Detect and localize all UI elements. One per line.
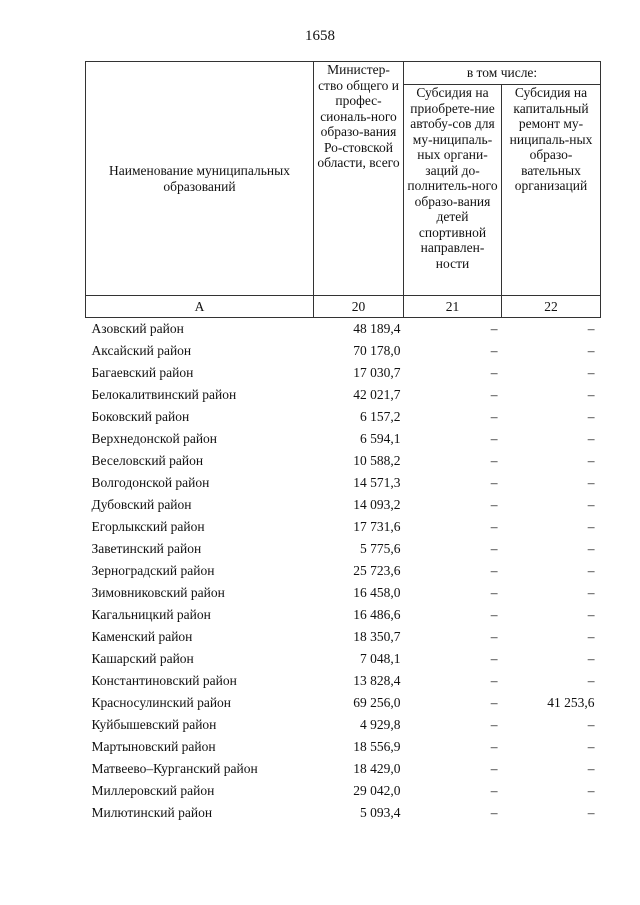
- ministry-total-cell: 10 588,2: [353, 453, 401, 468]
- repair-subsidy-cell: –: [587, 519, 595, 534]
- ministry-total-cell: 5 093,4: [360, 805, 401, 820]
- table-row: [86, 626, 601, 648]
- table-row: [86, 604, 601, 626]
- bus-subsidy-cell: –: [490, 783, 498, 798]
- repair-subsidy-cell: –: [587, 365, 595, 380]
- repair-subsidy-cell: –: [587, 761, 595, 776]
- bus-subsidy-cell: –: [490, 387, 498, 402]
- repair-subsidy-cell: –: [587, 585, 595, 600]
- repair-subsidy-cell: –: [587, 783, 595, 798]
- repair-subsidy-cell: –: [587, 321, 595, 336]
- municipality-name-cell: Константиновский район: [91, 673, 237, 688]
- table-row: [86, 406, 601, 428]
- municipality-name-cell: Верхнедонской район: [91, 431, 218, 446]
- ministry-total-cell: 16 458,0: [353, 585, 401, 600]
- bus-subsidy-cell: –: [490, 805, 498, 820]
- ministry-total-cell: 29 042,0: [353, 783, 401, 798]
- subsidy-table: [85, 61, 601, 824]
- bus-subsidy-cell: –: [490, 695, 498, 710]
- municipality-name-cell: Кашарский район: [91, 651, 194, 666]
- table-row: [86, 582, 601, 604]
- column-letter-a: А: [86, 296, 314, 318]
- bus-subsidy-cell: –: [490, 365, 498, 380]
- column-number-21: 21: [404, 296, 502, 318]
- repair-subsidy-cell: –: [587, 541, 595, 556]
- header-ministry-total: Министер-ство общего и профес-сиональ-ного образо-вания Ро-стовской области, всего: [314, 62, 404, 296]
- ministry-total-cell: 18 429,0: [353, 761, 401, 776]
- municipality-name-cell: Миллеровский район: [91, 783, 215, 798]
- ministry-total-cell: 4 929,8: [360, 717, 401, 732]
- column-number-22: 22: [502, 296, 601, 318]
- repair-subsidy-cell: –: [587, 475, 595, 490]
- repair-subsidy-cell: –: [587, 387, 595, 402]
- ministry-total-cell: 25 723,6: [353, 563, 401, 578]
- bus-subsidy-cell: –: [490, 739, 498, 754]
- bus-subsidy-cell: –: [490, 541, 498, 556]
- municipality-name-cell: Каменский район: [91, 629, 193, 644]
- ministry-total-cell: 5 775,6: [360, 541, 401, 556]
- table-row: [86, 802, 601, 824]
- municipality-name-cell: Мартыновский район: [91, 739, 216, 754]
- table-row: [86, 428, 601, 450]
- bus-subsidy-cell: –: [490, 409, 498, 424]
- repair-subsidy-cell: –: [587, 739, 595, 754]
- table-row: [86, 692, 601, 714]
- bus-subsidy-cell: –: [490, 761, 498, 776]
- ministry-total-cell: 18 350,7: [353, 629, 401, 644]
- repair-subsidy-cell: –: [587, 607, 595, 622]
- table-row: [86, 780, 601, 802]
- table-row: [86, 362, 601, 384]
- repair-subsidy-cell: –: [587, 629, 595, 644]
- municipality-name-cell: Зимовниковский район: [91, 585, 225, 600]
- repair-subsidy-cell: –: [587, 651, 595, 666]
- ministry-total-cell: 6 157,2: [360, 409, 401, 424]
- municipality-name-cell: Милютинский район: [91, 805, 213, 820]
- ministry-total-cell: 18 556,9: [353, 739, 401, 754]
- table-row: [86, 714, 601, 736]
- repair-subsidy-cell: 41 253,6: [547, 695, 595, 710]
- table-row: [86, 560, 601, 582]
- bus-subsidy-cell: –: [490, 431, 498, 446]
- municipality-name-cell: Белокалитвинский район: [91, 387, 237, 402]
- table-row: [86, 670, 601, 692]
- bus-subsidy-cell: –: [490, 607, 498, 622]
- municipality-name-cell: Заветинский район: [91, 541, 202, 556]
- repair-subsidy-cell: –: [587, 343, 595, 358]
- bus-subsidy-cell: –: [490, 497, 498, 512]
- bus-subsidy-cell: –: [490, 585, 498, 600]
- municipality-name-cell: Веселовский район: [91, 453, 204, 468]
- ministry-total-cell: 14 571,3: [353, 475, 401, 490]
- header-bus-subsidy: Субсидия на приобрете-ние автобу-сов для му-ниципаль-ных органи-заций до-полнитель-ного образо-вания детей спортивной направлен-ности: [404, 85, 502, 296]
- table-row: [86, 494, 601, 516]
- ministry-total-cell: 13 828,4: [353, 673, 401, 688]
- table-row: [86, 384, 601, 406]
- ministry-total-cell: 42 021,7: [353, 387, 401, 402]
- table-row: [86, 450, 601, 472]
- repair-subsidy-cell: –: [587, 409, 595, 424]
- municipality-name-cell: Аксайский район: [91, 343, 192, 358]
- municipality-name-cell: Матвеево–Курганский район: [91, 761, 258, 776]
- repair-subsidy-cell: –: [587, 563, 595, 578]
- repair-subsidy-cell: –: [587, 805, 595, 820]
- municipality-name-cell: Багаевский район: [91, 365, 194, 380]
- header-including: в том числе:: [404, 62, 601, 85]
- ministry-total-cell: 17 030,7: [353, 365, 401, 380]
- table-body: [86, 318, 601, 825]
- repair-subsidy-cell: –: [587, 497, 595, 512]
- municipality-name-cell: Кагальницкий район: [91, 607, 211, 622]
- repair-subsidy-cell: –: [587, 453, 595, 468]
- ministry-total-cell: 16 486,6: [353, 607, 401, 622]
- bus-subsidy-cell: –: [490, 321, 498, 336]
- table-row: [86, 758, 601, 780]
- bus-subsidy-cell: –: [490, 717, 498, 732]
- ministry-total-cell: 70 178,0: [353, 343, 401, 358]
- ministry-total-cell: 69 256,0: [353, 695, 401, 710]
- ministry-total-cell: 6 594,1: [360, 431, 401, 446]
- municipality-name-cell: Азовский район: [91, 321, 184, 336]
- table-row: [86, 318, 601, 341]
- municipality-name-cell: Зерноградский район: [91, 563, 215, 578]
- repair-subsidy-cell: –: [587, 431, 595, 446]
- ministry-total-cell: 48 189,4: [353, 321, 401, 336]
- repair-subsidy-cell: –: [587, 717, 595, 732]
- ministry-total-cell: 7 048,1: [360, 651, 401, 666]
- bus-subsidy-cell: –: [490, 343, 498, 358]
- page-number: 1658: [305, 28, 335, 44]
- table-row: [86, 648, 601, 670]
- municipality-name-cell: Куйбышевский район: [91, 717, 217, 732]
- ministry-total-cell: 14 093,2: [353, 497, 401, 512]
- header-municipality: Наименование муниципальных образований: [86, 62, 314, 296]
- repair-subsidy-cell: –: [587, 673, 595, 688]
- table-row: [86, 472, 601, 494]
- bus-subsidy-cell: –: [490, 453, 498, 468]
- bus-subsidy-cell: –: [490, 563, 498, 578]
- municipality-name-cell: Егорлыкский район: [91, 519, 205, 534]
- municipality-name-cell: Волгодонской район: [91, 475, 210, 490]
- bus-subsidy-cell: –: [490, 475, 498, 490]
- bus-subsidy-cell: –: [490, 519, 498, 534]
- bus-subsidy-cell: –: [490, 651, 498, 666]
- table-row: [86, 516, 601, 538]
- table-header: [86, 62, 601, 318]
- table-row: [86, 340, 601, 362]
- municipality-name-cell: Красносулинский район: [91, 695, 232, 710]
- column-number-20: 20: [314, 296, 404, 318]
- table-row: [86, 538, 601, 560]
- table-row: [86, 736, 601, 758]
- bus-subsidy-cell: –: [490, 629, 498, 644]
- header-repair-subsidy: Субсидия на капитальный ремонт му-ниципаль-ных образо-вательных организаций: [502, 85, 601, 296]
- municipality-name-cell: Боковский район: [91, 409, 190, 424]
- municipality-name-cell: Дубовский район: [91, 497, 192, 512]
- bus-subsidy-cell: –: [490, 673, 498, 688]
- ministry-total-cell: 17 731,6: [353, 519, 401, 534]
